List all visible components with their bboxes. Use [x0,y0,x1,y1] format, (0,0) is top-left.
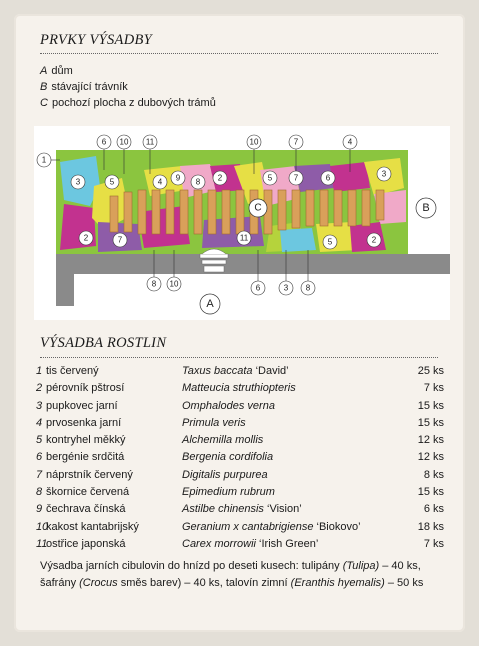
cultivar: ‘Biokovo’ [316,520,361,533]
plant-number: 11 [36,537,48,550]
plant-number: 1 [36,365,43,377]
house-wall [56,254,74,306]
plant-number: 9 [36,503,43,516]
latin-species: Taxus baccata [182,365,253,377]
plant-latin-name [182,503,302,515]
plant-patch [280,228,316,252]
inner-label: 8 [195,177,201,187]
note-text: Výsadba jarních cibulovin do hnízd po deseti kusech: tulipány [40,560,340,572]
plant-row [36,417,444,434]
callout-label: 3 [283,283,289,293]
plant-quantity: 15 ks [417,416,444,429]
legend-row [40,79,216,95]
legend-row [40,95,216,111]
latin-species: Alchemilla mollis [182,434,264,447]
plant-czech-name: náprstník červený [46,468,133,481]
callout-label: 8 [151,279,157,289]
plant-czech-name: škornice červená [46,486,130,499]
latin-species: Carex morrowii [182,537,256,550]
plant-quantity: 7 ks [423,382,444,395]
note-text: – 50 ks [384,577,424,589]
latin-species: Omphalodes verna [182,399,275,412]
plant-quantity: 25 ks [417,365,444,377]
plant-row [36,469,444,486]
plant-latin-name [182,521,361,533]
plant-czech-name: ostřice japonská [46,537,126,550]
section-heading-elements: PRVKY VÝSADBY [40,32,152,48]
latin-species: Astilbe chinensis [182,503,264,516]
callout-label: 11 [145,137,155,147]
inner-label: 5 [267,173,273,183]
zone-a-label: A [206,298,214,310]
inner-label: 11 [239,233,249,243]
plant-latin-name [182,365,289,377]
callout-label: 6 [101,137,107,147]
plant-quantity: 8 ks [423,468,444,481]
planting-plan-diagram [34,126,450,320]
legend-label: pochozí plocha z dubových trámů [51,97,216,109]
plant-row [36,451,444,468]
inner-label: 6 [325,173,331,183]
plant-row [36,538,444,555]
cultivar: ‘David’ [255,365,289,377]
elements-legend [40,63,216,111]
inner-label: 5 [109,177,115,187]
latin-species: Matteucia struthiopteris [182,382,296,395]
plant-czech-name: tis červený [46,365,99,377]
plant-number: 6 [36,451,43,464]
plant-row [36,400,444,417]
plant-number: 3 [36,399,43,412]
plant-number: 2 [36,382,43,395]
plant-latin-name [182,434,263,446]
inner-label: 2 [371,235,377,245]
plant-latin-name [182,451,273,463]
plant-number: 5 [36,434,43,447]
plant-number: 4 [36,416,43,429]
inner-label: 3 [75,177,81,187]
plant-row [36,521,444,538]
plant-number: 7 [36,468,43,481]
inner-label: 4 [157,177,163,187]
latin-species: Bergenia cordifolia [182,451,274,464]
plant-latin-name [182,486,275,498]
callout-label: 10 [249,137,259,147]
note-latin: (Tulipa) [342,560,380,572]
cultivar: ‘Irish Green’ [259,537,319,550]
plant-row [36,382,444,399]
section-heading-planting: VÝSADBA ROSTLIN [40,335,167,351]
entry-step [202,260,226,264]
note-latin: (Crocus [79,577,118,589]
note-latin: (Eranthis hyemalis) [290,577,385,589]
callout-label: 1 [41,155,47,165]
latin-species: Primula veris [182,416,246,429]
entry-step [204,266,224,272]
plant-quantity: 18 ks [417,520,444,533]
zone-b-label: B [422,202,430,214]
plant-quantity: 7 ks [423,537,444,550]
plant-quantity: 12 ks [417,451,444,464]
plant-number: 10 [36,520,49,533]
plant-czech-name: pupkovec jarní [46,399,118,412]
plant-latin-name [182,469,268,481]
plant-czech-name: kontryhel měkký [46,434,126,447]
plant-latin-name [182,382,296,394]
plant-latin-name [182,400,275,412]
plant-row [36,486,444,503]
legend-row [40,63,216,79]
heading-rule [40,357,438,358]
latin-species: Epimedium rubrum [182,486,275,499]
note-text: směs barev) – 40 ks, talovín zimní [117,577,288,589]
inner-label: 3 [381,169,387,179]
legend-key: B [40,81,48,93]
inner-label: 2 [217,173,223,183]
legend-label: stávající trávník [51,81,128,93]
plant-list [36,365,444,555]
callout-label: 10 [169,279,179,289]
plant-number: 8 [36,486,43,499]
plant-quantity: 15 ks [417,399,444,412]
house-paving [56,254,450,274]
plant-quantity: 15 ks [417,486,444,499]
latin-species: Geranium x cantabrigiense [182,520,314,533]
plant-row [36,365,444,382]
cultivar: ‘Vision’ [267,503,302,516]
note-text: – 40 ks, šafrány [40,560,421,589]
callout-label: 7 [293,137,299,147]
zone-c-label: C [254,202,262,214]
entry-step [200,254,228,258]
plant-czech-name: čechrava čínská [46,503,126,516]
plant-czech-name: bergénie srdčitá [46,451,125,464]
plant-row [36,503,444,520]
inner-label: 9 [175,173,181,183]
plant-czech-name: prvosenka jarní [46,416,122,429]
plant-czech-name: kakost kantabrijský [46,520,139,533]
plant-quantity: 6 ks [423,503,444,516]
inner-label: 2 [83,233,89,243]
callout-label: 8 [305,283,311,293]
callout-label: 6 [255,283,261,293]
plant-row [36,434,444,451]
legend-key: C [40,97,48,109]
latin-species: Digitalis purpurea [182,468,268,481]
inner-label: 5 [327,237,333,247]
legend-key: A [40,65,48,77]
plant-latin-name [182,417,246,429]
plant-latin-name [182,538,318,550]
callout-label: 4 [347,137,353,147]
plant-czech-name: pérovník pštrosí [46,382,125,395]
bulb-planting-note [40,558,440,592]
legend-label: dům [51,65,73,77]
inner-label: 7 [117,235,123,245]
plant-quantity: 12 ks [417,434,444,447]
heading-rule [40,53,438,54]
inner-label: 7 [293,173,299,183]
callout-label: 10 [119,137,129,147]
